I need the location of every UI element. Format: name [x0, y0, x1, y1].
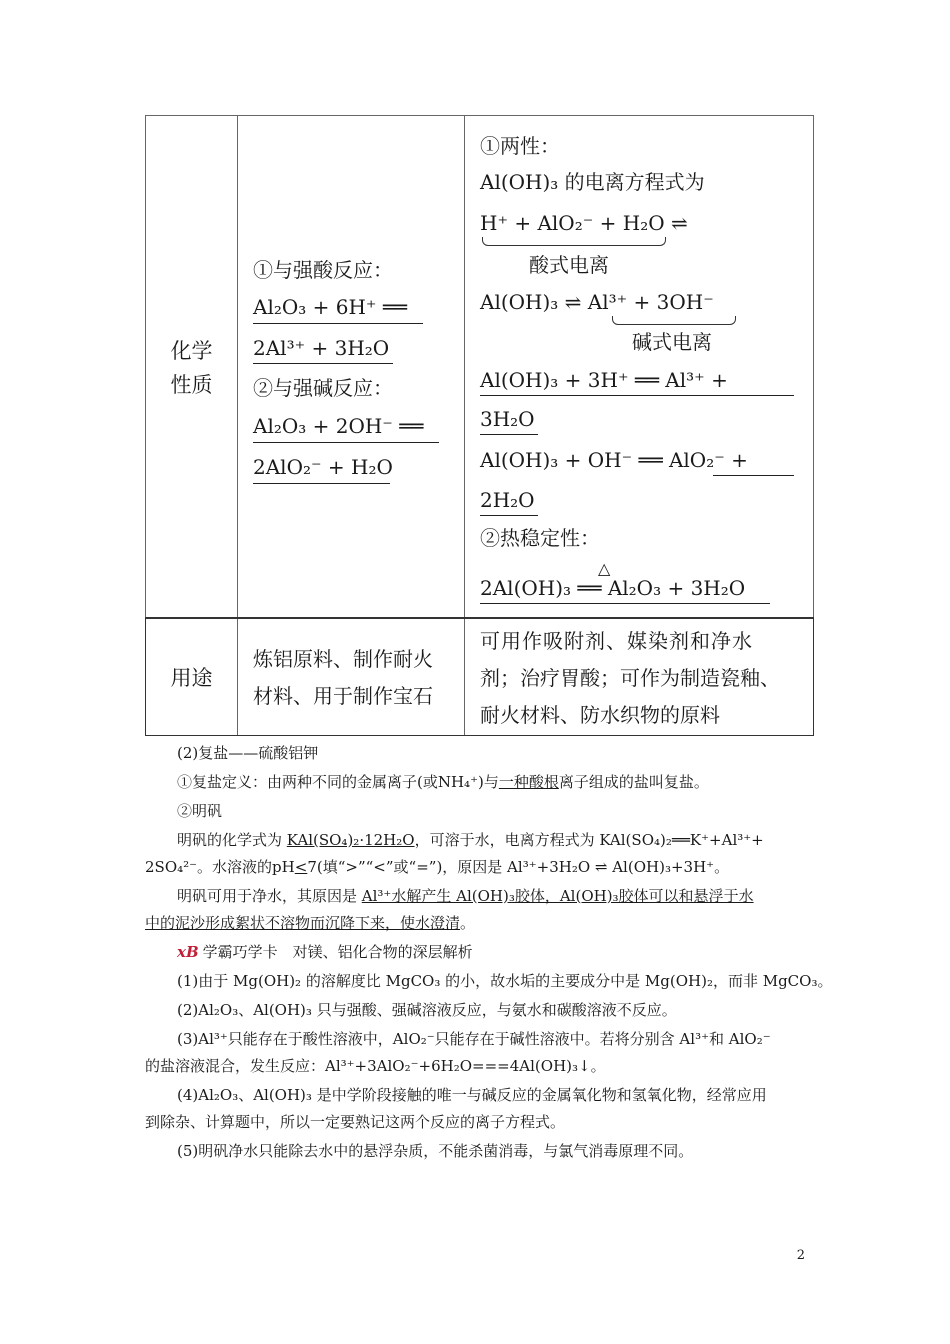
amphoteric-heading: ①两性：	[480, 134, 560, 158]
alum-purification-line1: 明矾可用于净水，其原因是 Al³⁺水解产生 Al(OH)₃胶体，Al(OH)₃胶体可以和悬浮于水	[177, 887, 754, 905]
answer-underline	[253, 442, 439, 443]
tip-item-3-line2: 的盐溶液混合，发生反应：Al³⁺+3AlO₂⁻+6H₂O===4Al(OH)₃↓。	[145, 1057, 606, 1075]
answer-underline	[480, 434, 538, 435]
page-number: 2	[796, 1248, 805, 1263]
column-divider	[464, 619, 465, 735]
acid-ionization-equation: H⁺ + AlO₂⁻ + H₂O ⇌	[480, 211, 688, 235]
brace-base-ionization	[612, 316, 736, 325]
tip-item-1: (1)由于 Mg(OH)₂ 的溶解度比 MgCO₃ 的小，故水垢的主要成分中是 Mg(OH)₂，而非 MgCO₃。	[177, 972, 833, 990]
al2o3-base-equation-2: 2AlO₂⁻ + H₂O	[253, 455, 393, 479]
decomposition-equation: 2Al(OH)₃ ══ Al₂O₃ + 3H₂O	[480, 576, 746, 600]
alum-ph-line: 2SO₄²⁻。水溶液的pH<7(填“>”“<”或“=”)，原因是 Al³⁺+3H₂O ⇌ Al(OH)₃+3H⁺。	[145, 858, 730, 876]
al2o3-uses-line2: 材料、用于制作宝石	[253, 684, 433, 708]
aloh3-base-equation-1: Al(OH)₃ + OH⁻ ══ AlO₂⁻ +	[480, 448, 748, 472]
answer-underline	[253, 323, 423, 324]
aloh3-uses-line2: 剂；治疗胃酸；可作为制造瓷釉、	[480, 666, 780, 690]
heat-symbol: △	[598, 559, 611, 578]
acid-ionization-label: 酸式电离	[529, 253, 609, 277]
row-label-uses: 用途	[170, 666, 213, 690]
al2o3-base-equation-1: Al₂O₃ + 2OH⁻ ══	[253, 414, 424, 438]
column-divider	[237, 116, 238, 618]
al2o3-acid-equation-2: 2Al³⁺ + 3H₂O	[253, 336, 390, 360]
tip-item-4-line1: (4)Al₂O₃、Al(OH)₃ 是中学阶段接触的唯一与碱反应的金属氧化物和氢氧化物，经常应用	[177, 1086, 767, 1104]
xueba-logo-icon: xB	[177, 943, 199, 961]
brace-acid-ionization	[482, 237, 666, 246]
ionization-intro: Al(OH)₃ 的电离方程式为	[480, 170, 705, 194]
al2o3-base-heading: ②与强碱反应：	[253, 376, 393, 400]
answer-underline	[253, 483, 390, 484]
answer-underline	[480, 395, 794, 396]
aloh3-uses-line1: 可用作吸附剂、媒染剂和净水	[480, 629, 753, 653]
answer-underline	[480, 515, 538, 516]
section-heading-double-salt: (2)复盐——硫酸铝钾	[177, 744, 319, 762]
al2o3-acid-equation-1: Al₂O₃ + 6H⁺ ══	[253, 295, 407, 319]
alum-heading: ②明矾	[177, 802, 223, 820]
answer-underline	[480, 603, 770, 604]
aloh3-acid-equation-2: 3H₂O	[480, 407, 535, 431]
column-divider	[237, 619, 238, 735]
tip-item-2: (2)Al₂O₃、Al(OH)₃ 只与强酸、强碱溶液反应，与氨水和碳酸溶液不反应。	[177, 1001, 677, 1019]
alum-purification-line2: 中的泥沙形成絮状不溶物而沉降下来，使水澄清。	[145, 914, 476, 932]
base-ionization-label: 碱式电离	[632, 330, 712, 354]
thermal-stability-heading: ②热稳定性：	[480, 526, 600, 550]
column-divider	[464, 116, 465, 618]
tip-item-4-line2: 到除杂、计算题中，所以一定要熟记这两个反应的离子方程式。	[145, 1113, 566, 1131]
chemical-properties-row	[145, 115, 814, 618]
double-salt-definition: ①复盐定义：由两种不同的金属离子(或NH₄⁺)与一种酸根离子组成的盐叫复盐。	[177, 773, 709, 791]
aloh3-acid-equation-1: Al(OH)₃ + 3H⁺ ══ Al³⁺ +	[480, 368, 728, 392]
base-ionization-equation: Al(OH)₃ ⇌ Al³⁺ + 3OH⁻	[480, 290, 714, 314]
answer-underline	[713, 475, 794, 476]
answer-underline	[253, 363, 393, 364]
aloh3-uses-line3: 耐火材料、防水织物的原料	[480, 703, 720, 727]
alum-formula-line: 明矾的化学式为 KAl(SO₄)₂·12H₂O，可溶于水，电离方程式为 KAl(SO₄)₂══K⁺+Al³⁺+	[177, 831, 764, 849]
tip-item-5: (5)明矾净水只能除去水中的悬浮杂质，不能杀菌消毒，与氯气消毒原理不同。	[177, 1142, 694, 1160]
al2o3-acid-heading: ①与强酸反应：	[253, 258, 393, 282]
tip-card-title: xB 学霸巧学卡 对镁、铝化合物的深层解析	[177, 940, 473, 964]
aloh3-base-equation-2: 2H₂O	[480, 488, 535, 512]
tip-item-3-line1: (3)Al³⁺只能存在于酸性溶液中，AlO₂⁻只能存在于碱性溶液中。若将分别含 Al³⁺和 AlO₂⁻	[177, 1030, 771, 1048]
al2o3-uses-line1: 炼铝原料、制作耐火	[253, 647, 433, 671]
row-label-chemical-properties: 化学 性质	[170, 339, 213, 397]
uses-row	[145, 617, 814, 736]
